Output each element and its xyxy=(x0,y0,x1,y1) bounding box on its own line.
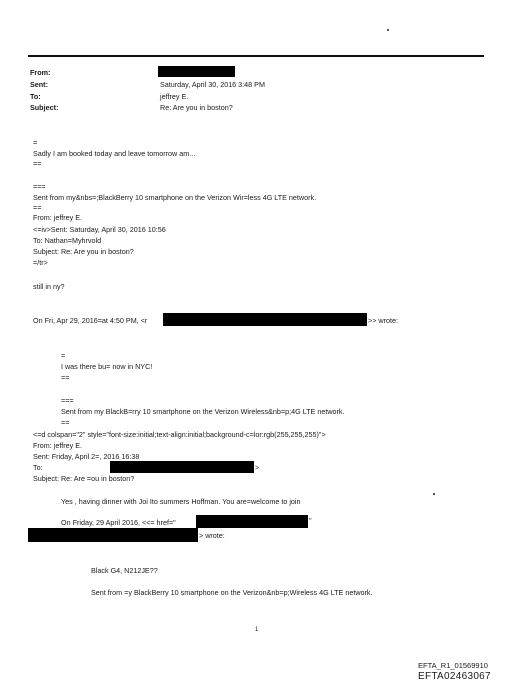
body-line: On Fri, Apr 29, 2016=at 4:50 PM, <r xyxy=(33,316,148,325)
body-line: From: jeffrey E. xyxy=(33,441,82,450)
header-rule xyxy=(28,55,484,57)
body-line: To: Nathan=Myhrvold xyxy=(33,236,102,245)
to-value: jeffrey E. xyxy=(160,92,189,101)
body-line: === xyxy=(33,182,46,191)
body-line: == xyxy=(33,159,42,168)
body-line: Sent from =y BlackBerry 10 smartphone on the Verizon&nb=p;Wireless 4G LTE network. xyxy=(91,588,373,597)
footer-ref-large: EFTA02463067 xyxy=(418,671,491,682)
body-line: I was there bu= now in NYC! xyxy=(61,362,153,371)
subject-label: Subject: xyxy=(30,103,59,112)
from-label: From: xyxy=(30,68,51,77)
body-line: >> wrote: xyxy=(368,316,398,325)
body-line: Yes , having dinner with Joi Ito summers Hoffman. You are=welcome to join xyxy=(61,497,301,506)
body-line: Subject: Re: Are =ou in boston? xyxy=(33,474,135,483)
body-line: == xyxy=(61,373,70,382)
body-line: Black G4, N212JE?? xyxy=(91,566,158,575)
body-line: still in ny? xyxy=(33,282,65,291)
body-line: Subject: Re: Are you in boston? xyxy=(33,247,134,256)
body-line: = xyxy=(61,351,66,360)
body-line: =/tr> xyxy=(33,258,48,267)
body-line: = xyxy=(33,138,38,147)
body-line: On Friday, 29 April 2016, <<= href=" xyxy=(61,518,176,527)
body-line: To: xyxy=(33,463,43,472)
body-line: == xyxy=(61,418,70,427)
body-line: " xyxy=(309,516,312,525)
body-line: === xyxy=(61,396,74,405)
redaction-href xyxy=(196,515,308,528)
body-line: Sent: Friday, April 2=, 2016 16:38 xyxy=(33,452,140,461)
body-line: == xyxy=(33,203,42,212)
body-line: <=d colspan="2" style="font-size:initial;text-align:initial;background-c=lor:rgb(255,255,255)"> xyxy=(33,430,326,439)
body-line: Sent from my BlackB=rry 10 smartphone on the Verizon Wireless&nb=p;4G LTE network. xyxy=(61,407,345,416)
scan-speck xyxy=(387,29,389,31)
body-line: > wrote: xyxy=(199,531,225,540)
sent-label: Sent: xyxy=(30,80,48,89)
redaction-to xyxy=(110,461,254,473)
body-line: Sadly I am booked today and leave tomorrow am... xyxy=(33,149,196,158)
body-line: > xyxy=(255,463,260,472)
footer-ref-small: EFTA_R1_01569910 xyxy=(418,661,488,670)
page-number: 1 xyxy=(255,627,259,633)
redaction-email xyxy=(163,313,367,326)
sent-value: Saturday, April 30, 2016 3:48 PM xyxy=(160,80,265,89)
scan-speck xyxy=(433,493,435,495)
subject-value: Re: Are you in boston? xyxy=(160,103,233,112)
body-line: From: jeffrey E. xyxy=(33,213,82,222)
redaction-name xyxy=(28,528,198,542)
body-line: Sent from my&nbs=;BlackBerry 10 smartphone on the Verizon Wir=less 4G LTE network. xyxy=(33,193,317,202)
body-line: <=iv>Sent: Saturday, April 30, 2016 10:56 xyxy=(33,225,166,234)
redaction-from xyxy=(158,66,235,77)
to-label: To: xyxy=(30,92,41,101)
